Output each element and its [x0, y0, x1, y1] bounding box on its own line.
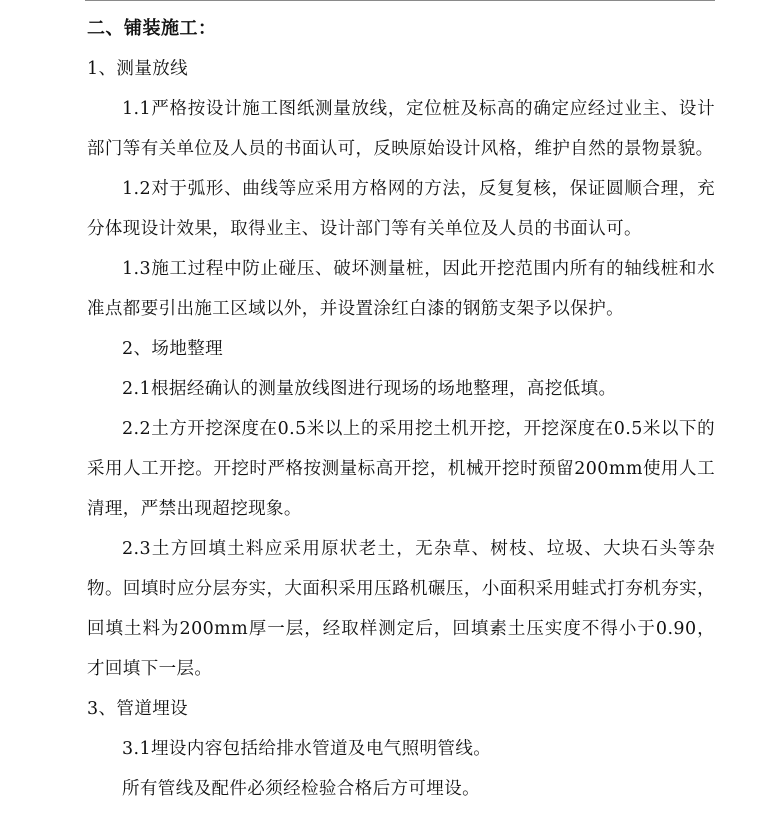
- header-rule: [85, 0, 715, 1]
- section-heading: 二、铺装施工：: [87, 18, 217, 39]
- paragraph-1-1: 1.1严格按设计施工图纸测量放线，定位桩及标高的确定应经过业主、设计部门等有关单位及人员的书面认可，反映原始设计风格，维护自然的景物景貌。: [87, 99, 715, 159]
- paragraph-1-2: 1.2对于弧形、曲线等应采用方格网的方法，反复复核，保证圆顺合理，充分体现设计效果，取得业主、设计部门等有关单位及人员的书面认可。: [87, 179, 715, 239]
- paragraph-3-2: 所有管线及配件必须经检验合格后方可埋设。: [122, 779, 480, 799]
- document-body: [87, 9, 715, 809]
- paragraph-2-2: 2.2土方开挖深度在0.5米以上的采用挖土机开挖，开挖深度在0.5米以下的采用人工开挖。开挖时严格按测量标高开挖，机械开挖时预留200mm使用人工清理，严禁出现超挖现象。: [87, 419, 715, 519]
- paragraph-1-3: 1.3施工过程中防止碰压、破坏测量桩，因此开挖范围内所有的轴线桩和水准点都要引出施工区域以外，并设置涂红白漆的钢筋支架予以保护。: [87, 259, 715, 319]
- paragraph-3-1: 3.1埋设内容包括给排水管道及电气照明管线。: [122, 739, 492, 759]
- subsection-title-survey: 1、测量放线: [87, 59, 189, 79]
- paragraph-2-3: 2.3土方回填土料应采用原状老土，无杂草、树枝、垃圾、大块石头等杂物。回填时应分层夯实，大面积采用压路机碾压，小面积采用蛙式打夯机夯实，回填土料为200mm厚一层，经取样测定后，回填素土压实度不得小于0.90，才回填下一层。: [87, 539, 715, 679]
- paragraph-2-1: 2.1根据经确认的测量放线图进行现场的场地整理，高挖低填。: [122, 379, 617, 399]
- subsection-title-site: 2、场地整理: [122, 339, 224, 359]
- subsection-title-pipes: 3、管道埋设: [87, 699, 189, 719]
